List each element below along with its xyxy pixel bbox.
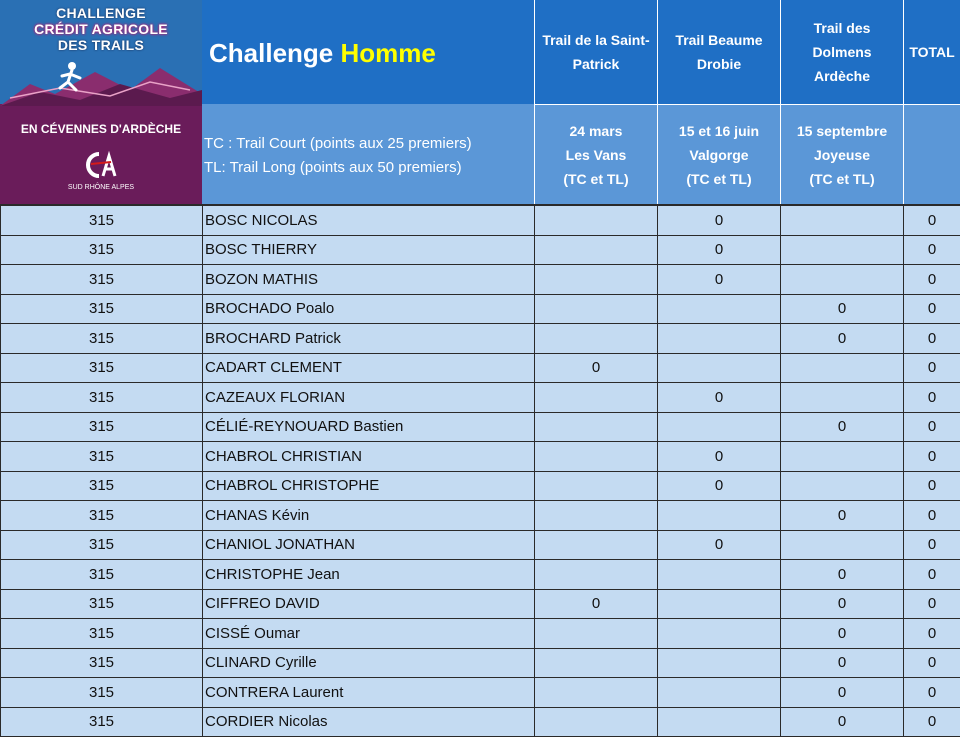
race-2-place: Valgorge xyxy=(679,143,759,167)
race-details-3 xyxy=(780,104,903,204)
race-2-points-cell xyxy=(658,353,781,383)
logo-text-line-1: CHALLENGE xyxy=(0,5,202,21)
total-points-cell: 0 xyxy=(904,560,960,590)
athlete-name-cell: CÉLIÉ-REYNOUARD Bastien xyxy=(203,412,535,442)
race-3-points-cell: 0 xyxy=(781,294,904,324)
race-3-points-cell xyxy=(781,471,904,501)
table-row xyxy=(1,294,960,324)
race-3-points-cell xyxy=(781,265,904,295)
race-1-points-cell xyxy=(535,383,658,413)
race-3-points-cell xyxy=(781,205,904,235)
athlete-name-cell: CHABROL CHRISTIAN xyxy=(203,442,535,472)
total-points-cell: 0 xyxy=(904,442,960,472)
total-points-cell: 0 xyxy=(904,707,960,737)
race-2-name-line-1: Trail Beaume xyxy=(675,28,762,52)
logo-region-text: EN CÉVENNES D'ARDÈCHE xyxy=(0,122,202,136)
race-2-points-cell: 0 xyxy=(658,442,781,472)
race-2-points-cell xyxy=(658,501,781,531)
athlete-name-cell: BROCHARD Patrick xyxy=(203,324,535,354)
athlete-name-cell: CADART CLEMENT xyxy=(203,353,535,383)
total-header xyxy=(903,0,960,104)
table-row xyxy=(1,205,960,235)
race-3-points-cell: 0 xyxy=(781,678,904,708)
athlete-name-cell: BOSC THIERRY xyxy=(203,235,535,265)
race-3-points-cell: 0 xyxy=(781,501,904,531)
rank-cell: 315 xyxy=(1,619,203,649)
race-2-points-cell xyxy=(658,324,781,354)
rank-cell: 315 xyxy=(1,383,203,413)
race-2-points-cell xyxy=(658,560,781,590)
table-row xyxy=(1,471,960,501)
rank-cell: 315 xyxy=(1,678,203,708)
total-points-cell: 0 xyxy=(904,235,960,265)
race-2-name-line-2: Drobie xyxy=(675,52,762,76)
race-1-date: 24 mars xyxy=(563,119,628,143)
athlete-name-cell: BOSC NICOLAS xyxy=(203,205,535,235)
total-points-cell: 0 xyxy=(904,294,960,324)
race-1-points-cell xyxy=(535,707,658,737)
results-table xyxy=(0,204,960,737)
table-row xyxy=(1,501,960,531)
athlete-name-cell: CHABROL CHRISTOPHE xyxy=(203,471,535,501)
total-points-cell: 0 xyxy=(904,501,960,531)
race-2-date: 15 et 16 juin xyxy=(679,119,759,143)
athlete-name-cell: CHRISTOPHE Jean xyxy=(203,560,535,590)
total-points-cell: 0 xyxy=(904,412,960,442)
race-3-points-cell xyxy=(781,442,904,472)
total-points-cell: 0 xyxy=(904,265,960,295)
total-points-cell: 0 xyxy=(904,619,960,649)
athlete-name-cell: CIFFREO DAVID xyxy=(203,589,535,619)
rank-cell: 315 xyxy=(1,265,203,295)
race-header-1 xyxy=(534,0,657,104)
rank-cell: 315 xyxy=(1,707,203,737)
race-3-name-line-1: Trail des xyxy=(812,16,871,40)
table-row xyxy=(1,678,960,708)
total-points-cell: 0 xyxy=(904,589,960,619)
race-1-points-cell xyxy=(535,619,658,649)
total-label: TOTAL xyxy=(909,40,954,64)
race-3-points-cell: 0 xyxy=(781,589,904,619)
table-row xyxy=(1,235,960,265)
race-2-points-cell xyxy=(658,619,781,649)
race-2-points-cell: 0 xyxy=(658,265,781,295)
page-title-highlight: Homme xyxy=(340,38,435,68)
race-1-points-cell xyxy=(535,265,658,295)
race-details-2 xyxy=(657,104,780,204)
race-1-points-cell: 0 xyxy=(535,353,658,383)
rank-cell: 315 xyxy=(1,530,203,560)
race-2-points-cell xyxy=(658,648,781,678)
total-points-cell: 0 xyxy=(904,471,960,501)
race-3-date: 15 septembre xyxy=(797,119,887,143)
race-1-points-cell xyxy=(535,412,658,442)
athlete-name-cell: CLINARD Cyrille xyxy=(203,648,535,678)
race-2-points-cell: 0 xyxy=(658,205,781,235)
table-row xyxy=(1,383,960,413)
race-3-points-cell: 0 xyxy=(781,707,904,737)
rank-cell: 315 xyxy=(1,294,203,324)
race-3-points-cell xyxy=(781,353,904,383)
race-1-points-cell xyxy=(535,501,658,531)
table-row xyxy=(1,619,960,649)
total-points-cell: 0 xyxy=(904,205,960,235)
page-title-cell xyxy=(202,0,534,104)
rank-cell: 315 xyxy=(1,589,203,619)
race-1-points-cell xyxy=(535,560,658,590)
race-3-points-cell xyxy=(781,235,904,265)
race-1-format: (TC et TL) xyxy=(563,167,628,191)
page-title xyxy=(209,38,436,69)
total-points-cell: 0 xyxy=(904,648,960,678)
race-details-1 xyxy=(534,104,657,204)
race-2-points-cell xyxy=(658,707,781,737)
race-1-points-cell xyxy=(535,442,658,472)
race-2-points-cell: 0 xyxy=(658,530,781,560)
rank-cell: 315 xyxy=(1,648,203,678)
race-2-points-cell: 0 xyxy=(658,383,781,413)
page-title-prefix: Challenge xyxy=(209,38,333,68)
logo-text-line-2: CRÉDIT AGRICOLE xyxy=(0,21,202,37)
race-3-name-line-2: Dolmens xyxy=(812,40,871,64)
rank-cell: 315 xyxy=(1,205,203,235)
race-1-name-line-2: Patrick xyxy=(542,52,649,76)
race-header-3 xyxy=(780,0,903,104)
table-row xyxy=(1,353,960,383)
total-points-cell: 0 xyxy=(904,353,960,383)
race-1-points-cell xyxy=(535,530,658,560)
table-row xyxy=(1,530,960,560)
challenge-logo xyxy=(0,0,202,204)
athlete-name-cell: BOZON MATHIS xyxy=(203,265,535,295)
race-1-name-line-1: Trail de la Saint- xyxy=(542,28,649,52)
race-1-points-cell xyxy=(535,678,658,708)
table-row xyxy=(1,442,960,472)
rank-cell: 315 xyxy=(1,471,203,501)
table-header xyxy=(0,0,960,204)
logo-bank-text: SUD RHÔNE ALPES xyxy=(0,184,202,191)
race-1-points-cell xyxy=(535,205,658,235)
credit-agricole-logo-icon xyxy=(85,150,117,180)
race-3-place: Joyeuse xyxy=(797,143,887,167)
race-2-points-cell xyxy=(658,412,781,442)
athlete-name-cell: CONTRERA Laurent xyxy=(203,678,535,708)
rank-cell: 315 xyxy=(1,324,203,354)
race-1-points-cell xyxy=(535,471,658,501)
table-row xyxy=(1,707,960,737)
race-3-points-cell xyxy=(781,530,904,560)
race-3-points-cell: 0 xyxy=(781,560,904,590)
rank-cell: 315 xyxy=(1,560,203,590)
table-row xyxy=(1,560,960,590)
logo-text-line-3: DES TRAILS xyxy=(0,37,202,53)
total-points-cell: 0 xyxy=(904,678,960,708)
race-1-place: Les Vans xyxy=(563,143,628,167)
table-row xyxy=(1,589,960,619)
rank-cell: 315 xyxy=(1,501,203,531)
race-2-points-cell xyxy=(658,294,781,324)
total-subheader xyxy=(903,104,960,204)
athlete-name-cell: BROCHADO Poalo xyxy=(203,294,535,324)
race-3-format: (TC et TL) xyxy=(797,167,887,191)
results-table-body xyxy=(1,205,960,737)
race-3-points-cell: 0 xyxy=(781,619,904,649)
athlete-name-cell: CHANIOL JONATHAN xyxy=(203,530,535,560)
race-2-points-cell xyxy=(658,589,781,619)
total-points-cell: 0 xyxy=(904,383,960,413)
race-3-points-cell: 0 xyxy=(781,412,904,442)
rank-cell: 315 xyxy=(1,412,203,442)
table-row xyxy=(1,324,960,354)
athlete-name-cell: CHANAS Kévin xyxy=(203,501,535,531)
total-points-cell: 0 xyxy=(904,530,960,560)
athlete-name-cell: CORDIER Nicolas xyxy=(203,707,535,737)
race-1-points-cell xyxy=(535,648,658,678)
athlete-name-cell: CISSÉ Oumar xyxy=(203,619,535,649)
legend-trail-long: TL: Trail Long (points aux 50 premiers) xyxy=(204,159,462,176)
race-2-points-cell: 0 xyxy=(658,235,781,265)
race-3-points-cell: 0 xyxy=(781,324,904,354)
race-3-points-cell xyxy=(781,383,904,413)
rank-cell: 315 xyxy=(1,353,203,383)
race-3-name-line-3: Ardèche xyxy=(812,64,871,88)
race-1-points-cell xyxy=(535,235,658,265)
table-row xyxy=(1,412,960,442)
rank-cell: 315 xyxy=(1,235,203,265)
race-2-points-cell: 0 xyxy=(658,471,781,501)
athlete-name-cell: CAZEAUX FLORIAN xyxy=(203,383,535,413)
race-1-points-cell xyxy=(535,294,658,324)
legend-cell xyxy=(202,104,534,204)
race-2-points-cell xyxy=(658,678,781,708)
race-1-points-cell: 0 xyxy=(535,589,658,619)
race-1-points-cell xyxy=(535,324,658,354)
table-row xyxy=(1,648,960,678)
race-3-points-cell: 0 xyxy=(781,648,904,678)
table-row xyxy=(1,265,960,295)
mountain-runner-icon xyxy=(0,54,202,106)
race-header-2 xyxy=(657,0,780,104)
race-2-format: (TC et TL) xyxy=(679,167,759,191)
total-points-cell: 0 xyxy=(904,324,960,354)
rank-cell: 315 xyxy=(1,442,203,472)
legend-trail-court: TC : Trail Court (points aux 25 premiers) xyxy=(204,135,472,152)
